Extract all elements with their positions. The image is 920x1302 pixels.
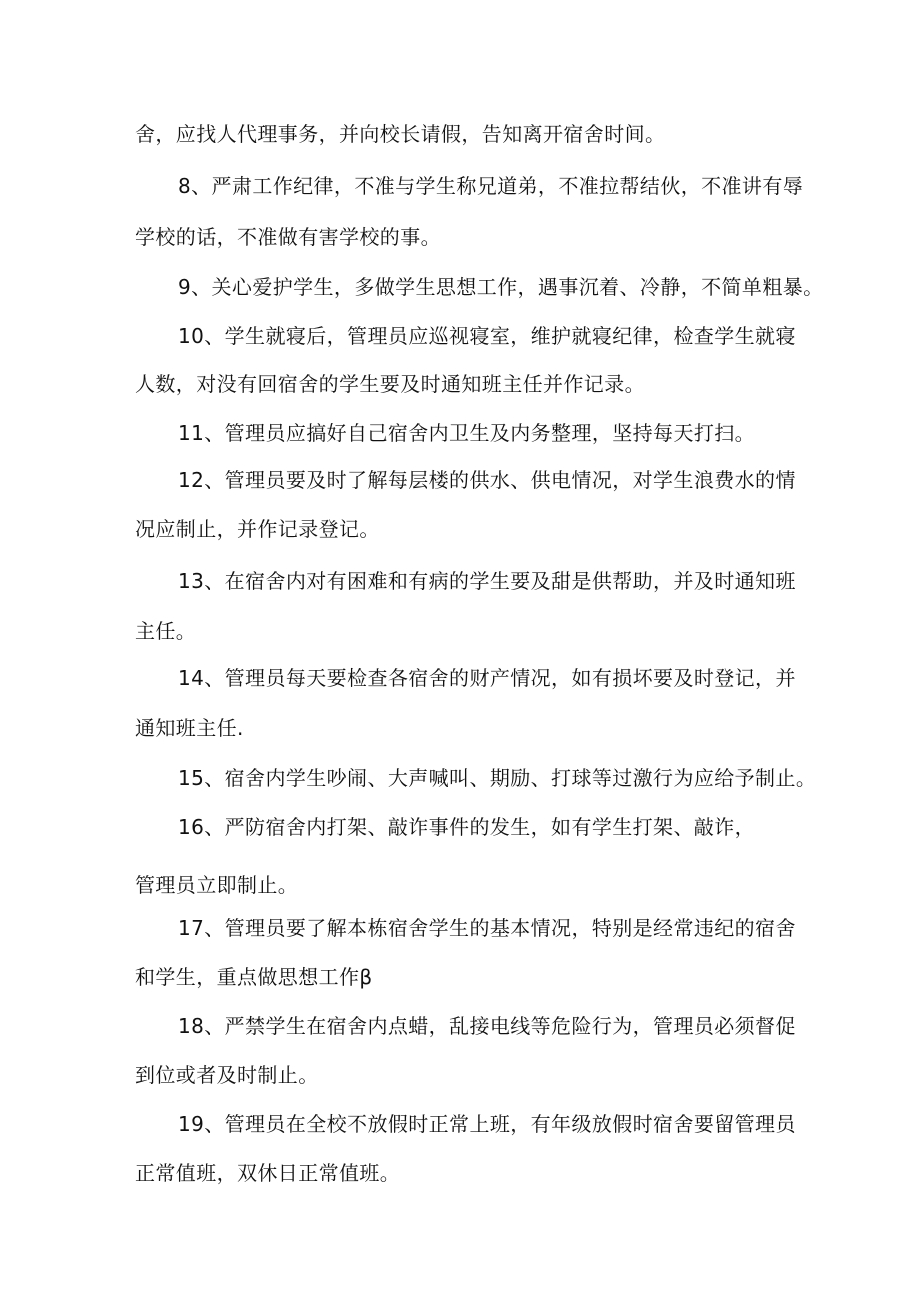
rule-13-line-1: 13、在宿舍内对有困难和有病的学生要及甜是供帮助，并及时通知班: [178, 569, 796, 593]
rule-9-line-1: 9、关心爱护学生，多做学生思想工作，遇事沉着、冷静，不简单粗暴。: [178, 275, 824, 299]
rule-14-line-1: 14、管理员每天要检查各宿舍的财产情况，如有损坏要及时登记，并: [178, 666, 796, 690]
rule-11-line-1: 11、管理员应搞好自己宿舍内卫生及内务整理，坚持每天打扫。: [178, 421, 756, 445]
rule-17-line-1: 17、管理员要了解本栋宿舍学生的基本情况，特别是经常违纪的宿舍: [178, 916, 796, 940]
rule-8-line-2: 学校的话，不准做有害学校的事。: [135, 225, 441, 249]
rule-12-line-2: 况应制止，并作记录登记。: [135, 517, 380, 541]
rule-10-line-1: 10、学生就寝后，管理员应巡视寝室，维护就寝纪律，检查学生就寝: [178, 324, 796, 348]
rule-8-line-1: 8、严肃工作纪律，不准与学生称兄道弟，不准拉帮结伙，不准讲有辱: [178, 174, 804, 198]
rule-16-line-2: 管理员立即制止。: [135, 873, 299, 897]
rule-19-line-2: 正常值班，双休日正常值班。: [135, 1161, 401, 1185]
rule-12-line-1: 12、管理员要及时了解每层楼的供水、供电情况，对学生浪费水的情: [178, 468, 796, 492]
rule-14-line-2: 通知班主任.: [135, 716, 244, 740]
rule-18-line-2: 到位或者及时制止。: [135, 1063, 319, 1087]
rule-10-line-2: 人数，对没有回宿舍的学生要及时通知班主任并作记录。: [135, 372, 645, 396]
rule-19-line-1: 19、管理员在全校不放假时正常上班，有年级放假时宿舍要留管理员: [178, 1112, 796, 1136]
rule-18-line-1: 18、严禁学生在宿舍内点蜡，乱接电线等危险行为，管理员必须督促: [178, 1014, 796, 1038]
rule-17-line-2: 和学生，重点做思想工作β: [135, 965, 373, 989]
rule-16-line-1: 16、严防宿舍内打架、敲诈事件的发生，如有学生打架、敲诈，: [178, 815, 756, 839]
rule-13-line-2: 主任。: [135, 619, 197, 643]
text-line-continuation: 舍，应找人代理事务，并向校长请假，告知离开宿舍时间。: [135, 122, 666, 146]
rule-15-line-1: 15、宿舍内学生吵闹、大声喊叫、期励、打球等过激行为应给予制止。: [178, 766, 817, 790]
